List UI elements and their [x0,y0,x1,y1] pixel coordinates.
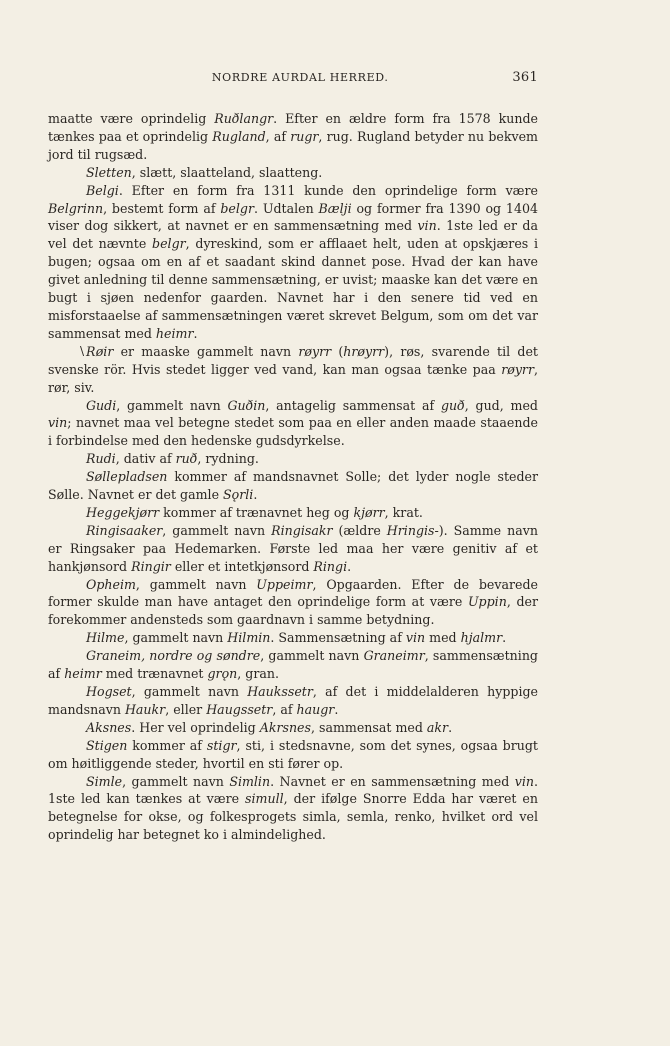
italic-term: vin [417,218,437,234]
italic-term: Belgrinn [48,200,104,216]
italic-term: Hringis- [386,522,439,538]
italic-term: heimr [155,325,194,341]
text-run: . Navnet er en sammensætning med [270,773,515,789]
text-run: , gran. [237,666,279,682]
text-run: . Efter en form fra 1311 kunde den oprindelige form være [118,182,538,198]
italic-term: Opheim [86,576,136,592]
italic-term: kjørr [353,504,385,520]
text-run: ; navnet maa vel betegne stedet som paa en eller anden maade staaende i forbindelse med den hedenske gudsdyrkelse. [48,415,538,449]
text-run: (ældre [332,522,387,538]
text-run: , sti, i stedsnavne, som det synes, ogsaa brugt om høitliggende steder, hvortil en sti fører op. [48,737,538,771]
text-run: , gud, med [464,397,538,413]
text-run: maatte være oprindelig [48,111,215,126]
text-run: er maaske gammelt navn [113,343,299,359]
text-run: kommer af trænavnet heg og [159,504,354,520]
italic-term: Hilmin [227,630,271,646]
italic-term: vin [48,415,68,431]
text-run: , af det i middelalderen hyppige mandsnavn [48,684,538,717]
italic-term: Hilme [86,630,125,646]
italic-term: Sǫrli [223,487,254,503]
italic-term: grǫn [207,666,238,682]
text-run: . [347,558,352,574]
italic-term: Belgi [86,182,119,198]
text-run: , bestemt form af [103,200,221,216]
italic-term: hrøyrr [343,343,385,359]
text-run: , gammelt navn [124,630,228,646]
italic-term: Rugland [212,128,266,144]
paragraph [48,343,538,397]
text-run: og former fra 1390 og 1404 viser dog sikkert, at navnet er en sammensætning med [48,200,538,234]
italic-term: Aksnes [86,719,132,735]
italic-term: Uppeimr [256,576,313,592]
text-run: , krat. [384,504,423,520]
italic-term: Graneim, nordre og søndre [86,648,261,664]
italic-term: haugr [296,701,335,717]
italic-term: Haukssetr [247,684,313,699]
italic-term: Hogset [86,684,132,699]
italic-term: rugr [290,128,319,144]
paragraph [48,576,538,630]
text-run: , gammelt navn [162,522,272,538]
text-run: ( [331,343,344,359]
text-run: , gammelt navn [260,648,364,664]
text-run: , gammelt navn [122,773,230,789]
italic-term: Røir [86,343,114,359]
italic-term: Ringisakr [271,522,333,538]
paragraph [48,629,538,647]
text-run: . [253,487,258,503]
paragraph [48,397,538,451]
text-run: , der forekommer andensteds som gaardnavn i samme betydning. [48,594,538,628]
text-run: , eller [165,701,207,717]
italic-term: vin [514,773,534,789]
text-run: med trænavnet [101,666,208,682]
italic-term: akr [426,719,449,735]
italic-term: Sletten [86,164,132,180]
italic-term: Simlin [229,773,271,789]
text-run: , antagelig sammensat af [265,397,441,413]
text-run: , gammelt navn [116,397,228,413]
italic-term: Ringir [131,558,171,574]
page-number: 361 [512,70,538,85]
text-run: . 1ste led kan tænkes at være [48,773,538,807]
text-run: med [425,630,461,646]
margin-mark: \ [80,343,85,358]
paragraph [48,773,538,845]
italic-term: Heggekjørr [86,504,160,520]
italic-term: stigr [206,737,237,753]
text-run: , gammelt navn [131,684,248,699]
italic-term: Haugssetr [206,701,273,717]
italic-term: Simle [86,773,123,789]
paragraph [48,110,538,164]
text-run: kommer af [127,737,207,753]
text-run: . [448,719,453,735]
text-run: , gammelt navn [135,576,257,592]
text-run: . [502,630,507,646]
paragraph [48,737,538,773]
text-run: . Sammensætning af [270,630,406,646]
italic-term: røyrr [501,361,534,377]
italic-term: Uppin [467,594,507,610]
text-run: , rydning. [197,451,259,467]
italic-term: Stigen [86,737,128,753]
italic-term: Bælji [318,200,352,216]
italic-term: Gudi [86,397,117,413]
text-run: . Efter en ældre form fra 1578 kunde tænkes paa et oprindelig [48,111,538,144]
italic-term: Søllepladsen [86,469,168,485]
text-run: , Opgaarden. Efter de bevarede former skulde man have antaget den oprindelige form at være [48,576,538,610]
text-run: , dativ af [115,451,176,467]
text-run: ). Samme navn er Ringsaker paa Hedemarken. Første led maa her være genitiv af et hankjønsord [48,522,538,574]
header-title: NORDRE AURDAL HERRED. [211,71,389,84]
italic-term: Guðin [227,397,266,413]
text-run: , af [272,701,297,717]
paragraph [48,719,538,737]
italic-term: Akrsnes [259,719,311,735]
paragraph [48,468,538,504]
paragraph [48,647,538,683]
text-run: , sammensat med [310,719,427,735]
italic-term: Ringisaaker [86,522,163,538]
paragraph [48,522,538,576]
italic-term: vin [405,630,426,646]
text-run: . 1ste led er da vel det nævnte [48,218,538,252]
paragraph [48,504,538,522]
paragraph [48,182,538,343]
text-run: , slætt, slaatteland, slaatteng. [131,164,323,180]
text-run: , dyreskind, som er afflaaet helt, uden at opskjæres i bugen; ogsaa om en af et saadant skind dannet pose. Hvad der kan have givet anledning til denne sammensætning, er uvist; maaske kan det være en bugt i sjøen nedenfor gaarden. Navnet har i den senere tid ved en misforstaaelse af sammensætningen været skrevet Belgum, som om det var sammensat med [48,236,538,341]
italic-term: Rudi [86,451,116,467]
text-run: . Her vel oprindelig [131,719,260,735]
italic-term: simull [245,791,284,807]
text-run: ), røs, svarende til det svenske rör. Hvis stedet ligger ved vand, kan man ogsaa tænke paa [48,343,538,377]
italic-term: Ruðlangr [214,111,274,126]
italic-term: guð [440,397,465,413]
body-text [48,110,538,844]
italic-term: belgr [152,236,186,252]
text-run: , der ifølge Snorre Edda har været en betegnelse for okse, og folkesprogets simla, semla, renko, hvilket ord vel oprindelig har betegnet ko i almindelighed. [48,791,538,843]
text-run: eller et intetkjønsord [170,558,314,574]
text-run: . [193,325,198,341]
italic-term: Graneimr [363,648,425,664]
italic-term: ruð [175,451,198,467]
text-run: kommer af mandsnavnet Solle; det lyder nogle steder Sølle. Navnet er det gamle [48,469,538,503]
text-run: , sammensætning af [48,648,538,682]
text-run: . Udtalen [254,200,319,216]
text-run: , af [265,128,291,144]
running-header [48,70,538,88]
italic-term: hjalmr [460,630,503,646]
italic-term: Ringi [313,558,348,574]
italic-term: Haukr [124,701,166,717]
paragraph [48,683,538,719]
paragraph [48,164,538,182]
italic-term: røyrr [298,343,332,359]
text-run: , rør, siv. [48,361,538,395]
text-run: . [334,701,339,717]
text-run: , rug. Rugland betyder nu bekvem jord til rugsæd. [48,128,538,162]
italic-term: heimr [64,666,102,682]
italic-term: belgr [220,200,254,216]
paragraph [48,450,538,468]
